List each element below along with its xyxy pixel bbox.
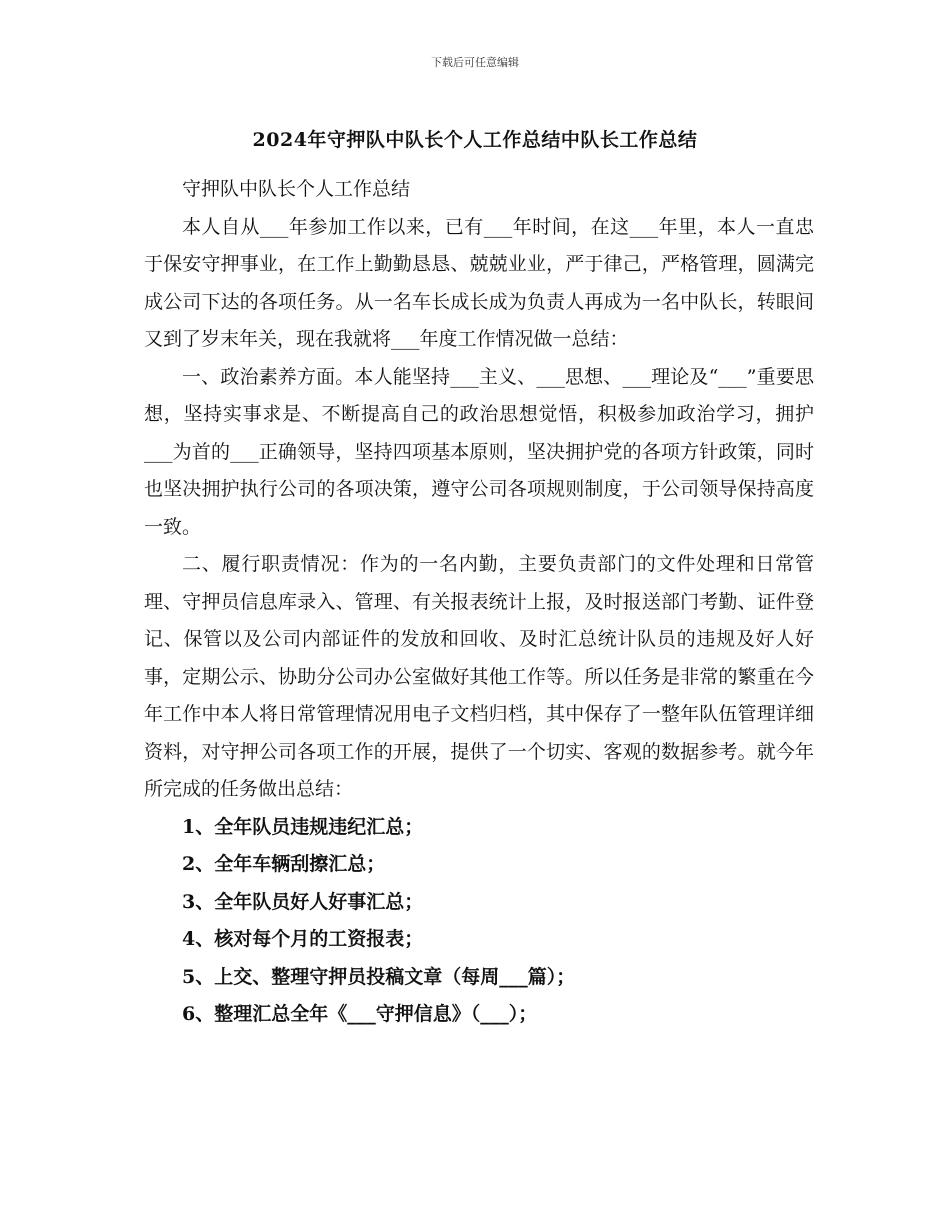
list-item: 2、全年车辆刮擦汇总； <box>182 853 386 875</box>
list-item: 5、上交、整理守押员投稿文章（每周___篇）； <box>182 965 576 988</box>
list-item: 3、全年队员好人好事汇总； <box>182 890 424 913</box>
list-item: 1、全年队员违规违纪汇总； <box>182 815 424 838</box>
document-body <box>144 171 814 1034</box>
document-title: 2024年守押队中队长个人工作总结中队长工作总结 <box>252 129 698 151</box>
paragraph: 一、政治素养方面。本人能坚持___主义、___思想、___理论及“___”重要思想，坚持实事求是、不断提高自己的政治思想觉悟，积极参加政治学习，拥护___为首的___正确领导，坚持四项基本原则，坚决拥护党的各项方针政策，同时也坚决拥护执行公司的各项决策，遵守公司各项规则制度，于公司领导保持高度一致。 <box>144 365 814 538</box>
paragraph: 本人自从___年参加工作以来，已有___年时间，在这___年里，本人一直忠于保安守押事业，在工作上勤勤恳恳、兢兢业业，严于律己，严格管理，圆满完成公司下达的各项任务。从一名车长成长成为负责人再成为一名中队长，转眼间又到了岁末年关，现在我就将___年度工作情况做一总结： <box>144 215 814 350</box>
list-item: 4、核对每个月的工资报表； <box>182 928 424 950</box>
page-header: 下载后可任意编辑 <box>431 56 519 69</box>
list-item: 6、整理汇总全年《___守押信息》（___）； <box>182 1003 538 1025</box>
paragraph: 二、履行职责情况：作为的一名内勤，主要负责部门的文件处理和日常管理、守押员信息库录入、管理、有关报表统计上报，及时报送部门考勤、证件登记、保管以及公司内部证件的发放和回收、及时汇总统计队员的违规及好人好事，定期公示、协助分公司办公室做好其他工作等。所以任务是非常的繁重在今年工作中本人将日常管理情况用电子文档归档，其中保存了一整年队伍管理详细资料，对守押公司各项工作的开展，提供了一个切实、客观的数据参考。就今年所完成的任务做出总结： <box>144 553 814 800</box>
paragraph: 守押队中队长个人工作总结 <box>182 178 411 200</box>
